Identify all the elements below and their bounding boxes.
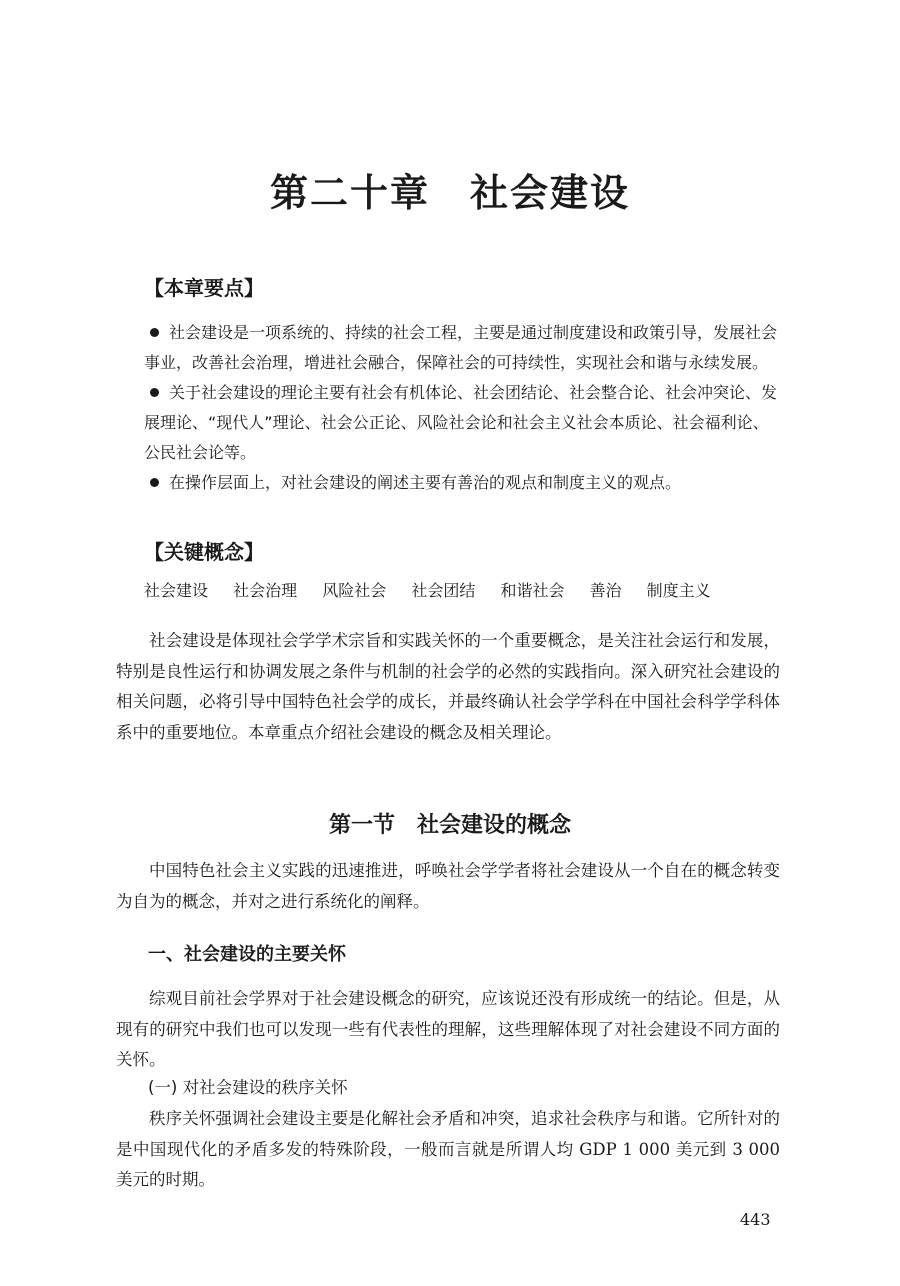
key-concept: 制度主义 (646, 581, 711, 600)
key-concept: 社会团结 (411, 581, 476, 600)
intro-paragraph: 社会建设是体现社会学学术宗旨和实践关怀的一个重要概念，是关注社会运行和发展，特别是良性运行和协调发展之条件与机制的社会学的必然的实践指向。深入研究社会建设的相关问题，必将引导中国特色社会学的成长，并最终确认社会学学科在中国社会科学学科体系中的重要地位。本章重点介绍社会建设的概念及相关理论。 (116, 631, 780, 742)
subsection-title: 一、社会建设的主要关怀 (148, 944, 346, 965)
key-concept: 社会治理 (233, 581, 298, 600)
bullet-icon (150, 328, 159, 337)
bullet-icon (150, 388, 159, 397)
subsection-paragraph: 综观目前社会学界对于社会建设概念的研究，应该说还没有形成统一的结论。但是，从现有的研究中我们也可以发现一些有代表性的理解，这些理解体现了对社会建设不同方面的关怀。 (116, 989, 780, 1069)
subsubsection-paragraph: 秩序关怀强调社会建设主要是化解社会矛盾和冲突，追求社会秩序与和谐。它所针对的是中国现代化的矛盾多发的特殊阶段，一般而言就是所谓人均 GDP 1 000 美元到 3 000 美元的时期。 (116, 1109, 780, 1189)
key-concept: 和谐社会 (500, 581, 565, 600)
key-point-item: 关于社会建设的理论主要有社会有机体论、社会团结论、社会整合论、社会冲突论、发展理论、“现代人”理论、社会公正论、风险社会论和社会主义社会本质论、社会福利论、公民社会论等。 (144, 383, 778, 462)
section-intro-paragraph: 中国特色社会主义实践的迅速推进，呼唤社会学学者将社会建设从一个自在的概念转变为自为的概念，并对之进行系统化的阐释。 (116, 861, 780, 911)
section-title: 第一节 社会建设的概念 (328, 813, 571, 838)
key-point-item: 在操作层面上，对社会建设的阐述主要有善治的观点和制度主义的观点。 (144, 468, 784, 498)
key-points-heading: 【本章要点】 (144, 276, 264, 300)
subsubsection-title: (一) 对社会建设的秩序关怀 (148, 1078, 348, 1097)
page-number: 443 (740, 1210, 771, 1229)
chapter-title: 第二十章 社会建设 (269, 170, 630, 215)
bullet-icon (150, 478, 159, 487)
key-points-list (144, 318, 784, 498)
key-concepts-list (144, 578, 784, 601)
key-concept: 社会建设 (144, 581, 209, 600)
key-concept: 风险社会 (322, 581, 387, 600)
key-point-item: 社会建设是一项系统的、持续的社会工程，主要是通过制度建设和政策引导，发展社会事业，改善社会治理，增进社会融合，保障社会的可持续性，实现社会和谐与永续发展。 (144, 323, 778, 372)
key-concepts-heading: 【关键概念】 (144, 540, 264, 564)
key-concept: 善治 (589, 581, 622, 600)
